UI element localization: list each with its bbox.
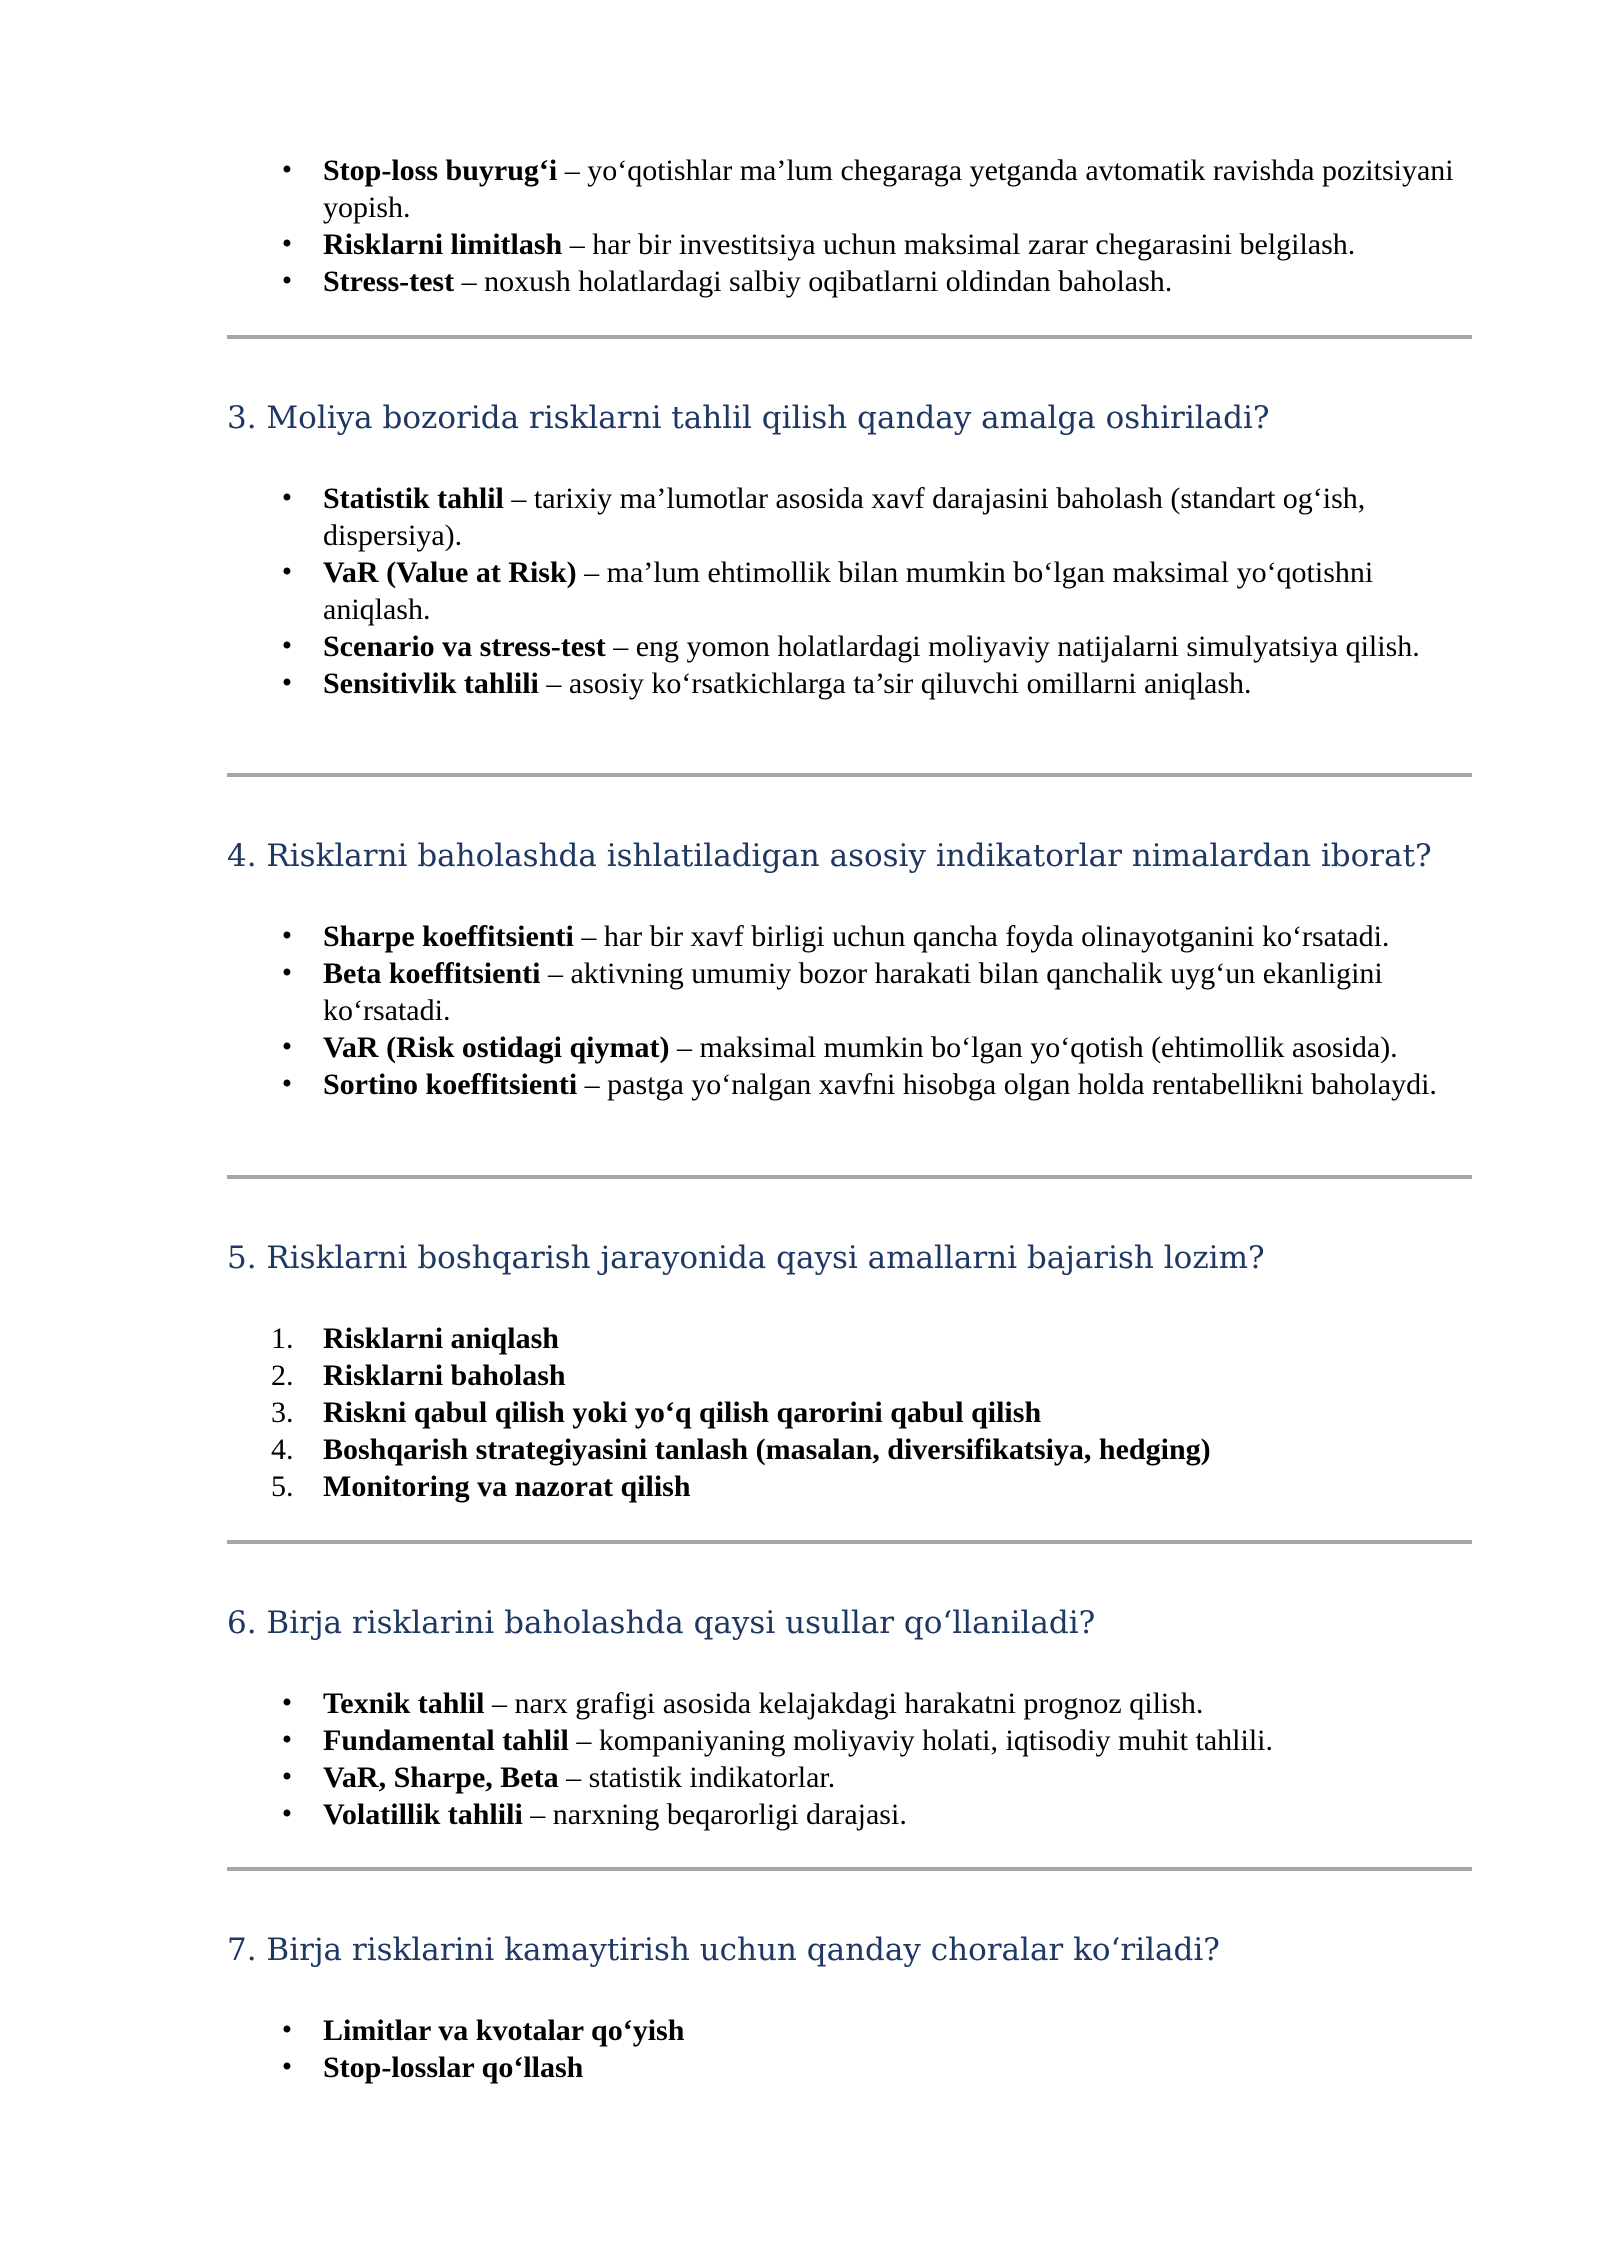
item-term: Scenario va stress-test [323, 630, 606, 663]
list-item [227, 1320, 1472, 1357]
section-heading: 3. Moliya bozorida risklarni tahlil qilish qanday amalga oshiriladi? [227, 400, 1270, 436]
bullet-icon: • [279, 230, 295, 258]
bullet-icon: • [279, 1800, 295, 1828]
bullet-icon: • [279, 922, 295, 950]
item-desc: – narxning beqarorligi darajasi. [522, 1798, 907, 1831]
item-term: Limitlar va kvotalar qo‘yish [323, 2014, 685, 2047]
item-term: Stop-loss buyrug‘i [323, 154, 558, 187]
list-item [227, 152, 1473, 226]
item-term: Texnik tahlil [323, 1687, 485, 1720]
list-item [227, 1357, 1472, 1394]
item-term: Statistik tahlil [323, 482, 504, 515]
section-bullet-list [227, 480, 1472, 702]
item-term: Sharpe koeffitsienti [323, 920, 574, 953]
list-number: 3. [271, 1396, 294, 1429]
item-term: Riskni qabul qilish yoki yo‘q qilish qarorini qabul qilish [323, 1396, 1042, 1429]
section-heading: 4. Risklarni baholashda ishlatiladigan asosiy indikatorlar nimalardan iborat? [227, 838, 1432, 874]
item-term: Sortino koeffitsienti [323, 1068, 578, 1101]
list-item [227, 1431, 1472, 1468]
section-heading: 6. Birja risklarini baholashda qaysi usullar qo‘llaniladi? [227, 1605, 1096, 1641]
intro-list-block [227, 152, 1472, 300]
list-number: 4. [271, 1433, 294, 1466]
horizontal-divider [227, 1540, 1472, 1544]
list-item [227, 955, 1473, 1029]
list-number: 2. [271, 1359, 294, 1392]
horizontal-divider [227, 773, 1472, 777]
bullet-icon: • [279, 1726, 295, 1754]
list-item [227, 1722, 1472, 1759]
section-7-list-block [227, 2012, 1472, 2086]
item-term: Risklarni aniqlash [323, 1322, 559, 1355]
list-item [227, 554, 1473, 628]
bullet-icon: • [279, 156, 295, 184]
item-term: Beta koeffitsienti [323, 957, 541, 990]
bullet-icon: • [279, 558, 295, 586]
section-6-list-block [227, 1685, 1472, 1833]
list-item [227, 1685, 1472, 1722]
list-item [227, 2012, 1472, 2049]
bullet-icon: • [279, 959, 295, 987]
bullet-icon: • [279, 2053, 295, 2081]
list-item [227, 226, 1472, 263]
item-term: Stop-losslar qo‘llash [323, 2051, 584, 2084]
item-term: Risklarni limitlash [323, 228, 563, 261]
bullet-icon: • [279, 1033, 295, 1061]
bullet-icon: • [279, 669, 295, 697]
list-item [227, 2049, 1472, 2086]
bullet-icon: • [279, 1763, 295, 1791]
item-desc: – statistik indikatorlar. [558, 1761, 836, 1794]
item-desc: – har bir investitsiya uchun maksimal zarar chegarasini belgilash. [562, 228, 1356, 261]
item-desc: – ma’lum ehtimollik bilan mumkin bo‘lgan maksimal yo‘qotishni aniqlash. [323, 556, 1374, 626]
item-term: Stress-test [323, 265, 455, 298]
list-item [227, 918, 1573, 955]
item-desc: – kompaniyaning moliyaviy holati, iqtisodiy muhit tahlili. [568, 1724, 1273, 1757]
section-bullet-list [227, 918, 1472, 1103]
list-item [227, 1394, 1472, 1431]
item-term: VaR (Value at Risk) [323, 556, 577, 589]
section-3-list-block [227, 480, 1472, 702]
list-item [227, 665, 1472, 702]
section-5-list-block [227, 1320, 1472, 1505]
bullet-icon: • [279, 267, 295, 295]
item-desc: – tarixiy ma’lumotlar asosida xavf darajasini baholash (standart og‘ish, dispersiya). [323, 482, 1366, 552]
section-bullet-list [227, 2012, 1472, 2086]
section-heading: 7. Birja risklarini kamaytirish uchun qanday choralar ko‘riladi? [227, 1932, 1220, 1968]
item-desc: – aktivning umumiy bozor harakati bilan qanchalik uyg‘un ekanligini ko‘rsatadi. [323, 957, 1383, 1027]
list-number: 1. [271, 1322, 294, 1355]
item-desc: – narx grafigi asosida kelajakdagi harakatni prognoz qilish. [484, 1687, 1204, 1720]
bullet-icon: • [279, 1689, 295, 1717]
bullet-icon: • [279, 632, 295, 660]
list-item [227, 1468, 1472, 1505]
horizontal-divider [227, 1867, 1472, 1871]
list-item [227, 1759, 1472, 1796]
item-term: VaR, Sharpe, Beta [323, 1761, 559, 1794]
item-desc: – yo‘qotishlar ma’lum chegaraga yetganda avtomatik ravishda pozitsiyani yopish. [323, 154, 1454, 224]
item-term: Sensitivlik tahlili [323, 667, 539, 700]
list-item [227, 1066, 1473, 1103]
section-heading: 5. Risklarni boshqarish jarayonida qaysi amallarni bajarish lozim? [227, 1240, 1265, 1276]
horizontal-divider [227, 1175, 1472, 1179]
item-desc: – maksimal mumkin bo‘lgan yo‘qotish (ehtimollik asosida). [669, 1031, 1398, 1064]
item-desc: – noxush holatlardagi salbiy oqibatlarni oldindan baholash. [454, 265, 1173, 298]
item-term: Risklarni baholash [323, 1359, 566, 1392]
list-item [227, 1796, 1472, 1833]
list-item [227, 1029, 1593, 1066]
item-desc: – pastga yo‘nalgan xavfni hisobga olgan holda rentabellikni baholaydi. [577, 1068, 1437, 1101]
intro-bullet-list [227, 152, 1472, 300]
section-bullet-list [227, 1685, 1472, 1833]
item-term: Fundamental tahlil [323, 1724, 569, 1757]
item-desc: – eng yomon holatlardagi moliyaviy natijalarni simulyatsiya qilish. [605, 630, 1420, 663]
item-term: Monitoring va nazorat qilish [323, 1470, 691, 1503]
list-item [227, 628, 1473, 665]
item-desc: – har bir xavf birligi uchun qancha foyda olinayotganini ko‘rsatadi. [573, 920, 1390, 953]
bullet-icon: • [279, 484, 295, 512]
list-item [227, 263, 1472, 300]
list-number: 5. [271, 1470, 294, 1503]
horizontal-divider [227, 335, 1472, 339]
section-numbered-list [227, 1320, 1472, 1505]
item-term: Volatillik tahlili [323, 1798, 523, 1831]
item-desc: – asosiy ko‘rsatkichlarga ta’sir qiluvchi omillarni aniqlash. [538, 667, 1252, 700]
list-item [227, 480, 1473, 554]
bullet-icon: • [279, 1070, 295, 1098]
section-4-list-block [227, 918, 1472, 1103]
item-term: VaR (Risk ostidagi qiymat) [323, 1031, 670, 1064]
item-term: Boshqarish strategiyasini tanlash (masalan, diversifikatsiya, hedging) [323, 1433, 1211, 1466]
bullet-icon: • [279, 2016, 295, 2044]
